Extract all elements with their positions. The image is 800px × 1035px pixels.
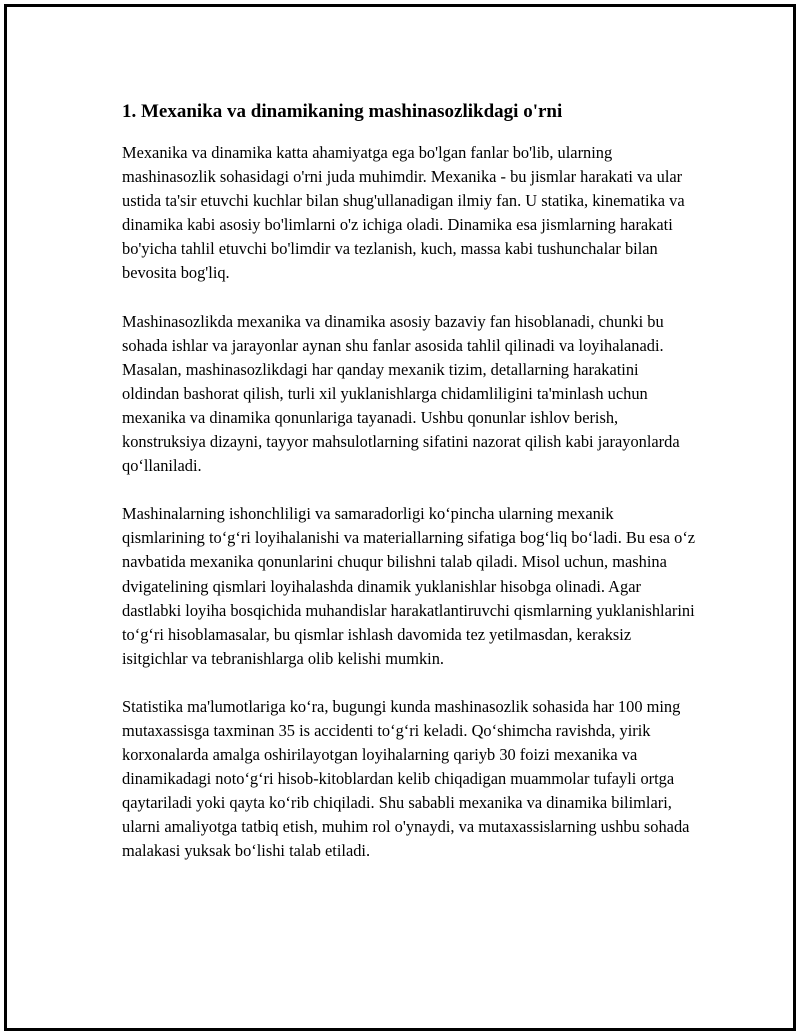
paragraph-2: Mashinasozlikda mexanika va dinamika asosiy bazaviy fan hisoblanadi, chunki bu sohada ishlar va jarayonlar aynan shu fanlar asosida tahlil qilinadi va loyihalanadi. Masalan, mashinasozlikdagi har qanday mexanik tizim, detallarning harakatini oldindan bashorat qilish, turli xil yuklanishlarga chidamliligini ta'minlash uchun mexanika va dinamika qonunlariga tayanadi. Ushbu qonunlar ishlov berish, konstruksiya dizayni, tayyor mahsulotlarning sifatini nazorat qilish kabi jarayonlarda qo‘llaniladi. — [122, 311, 680, 476]
paragraph-3: Mashinalarning ishonchliligi va samaradorligi ko‘pincha ularning mexanik qismlarining to‘g‘ri loyihalanishi va materiallarning sifatiga bog‘liq bo‘ladi. Bu esa o‘z navbatida mexanika qonunlarini chuqur bilishni talab qiladi. Misol uchun, mashina dvigatelining qismlari loyihalashda dinamik yuklanishlar hisobga olinadi. Agar dastlabki loyiha bosqichida muhandislar harakatlantiruvchi qismlarning yuklanishlarini to‘g‘ri hisoblamasalar, bu qismlar ishlash davomida tez yetilmasdan, keraksiz isitgichlar va tebranishlarga olib kelishi mumkin. — [122, 504, 696, 668]
section-heading: 1. Mexanika va dinamikaning mashinasozlikdagi o'rni — [122, 101, 563, 122]
paragraph-4: Statistika ma'lumotlariga ko‘ra, bugungi kunda mashinasozlik sohasida har 100 ming mutaxassisga taxminan 35 is accidenti to‘g‘ri keladi. Qo‘shimcha ravishda, yirik korxonalarda amalga oshirilayotgan loyihalarning qariyb 30 foizi mexanika va dinamikadagi noto‘g‘ri hisob-kitoblardan kelib chiqadigan muammolar tufayli ortga qaytariladi yoki qayta ko‘rib chiqiladi. Shu sababli mexanika va dinamika bilimlari, ularni amaliyotga tatbiq etish, muhim rol o'ynaydi, va mutaxassislarning ushbu sohada malakasi yuksak bo‘lishi talab etiladi. — [122, 696, 690, 861]
document-body — [122, 99, 697, 888]
paragraph-1: Mexanika va dinamika katta ahamiyatga ega bo'lgan fanlar bo'lib, ularning mashinasozlik sohasidagi o'rni juda muhimdir. Mexanika - bu jismlar harakati va ular ustida ta'sir etuvchi kuchlar bilan shug'ullanadigan ilmiy fan. U statika, kinematika va dinamika kabi asosiy bo'limlarni o'z ichiga oladi. Dinamika esa jismlarning harakati bo'yicha tahlil etuvchi bo'limdir va tezlanish, kuch, massa kabi tushunchalar bilan bevosita bog'liq. — [122, 143, 685, 283]
document-page — [4, 4, 796, 1031]
